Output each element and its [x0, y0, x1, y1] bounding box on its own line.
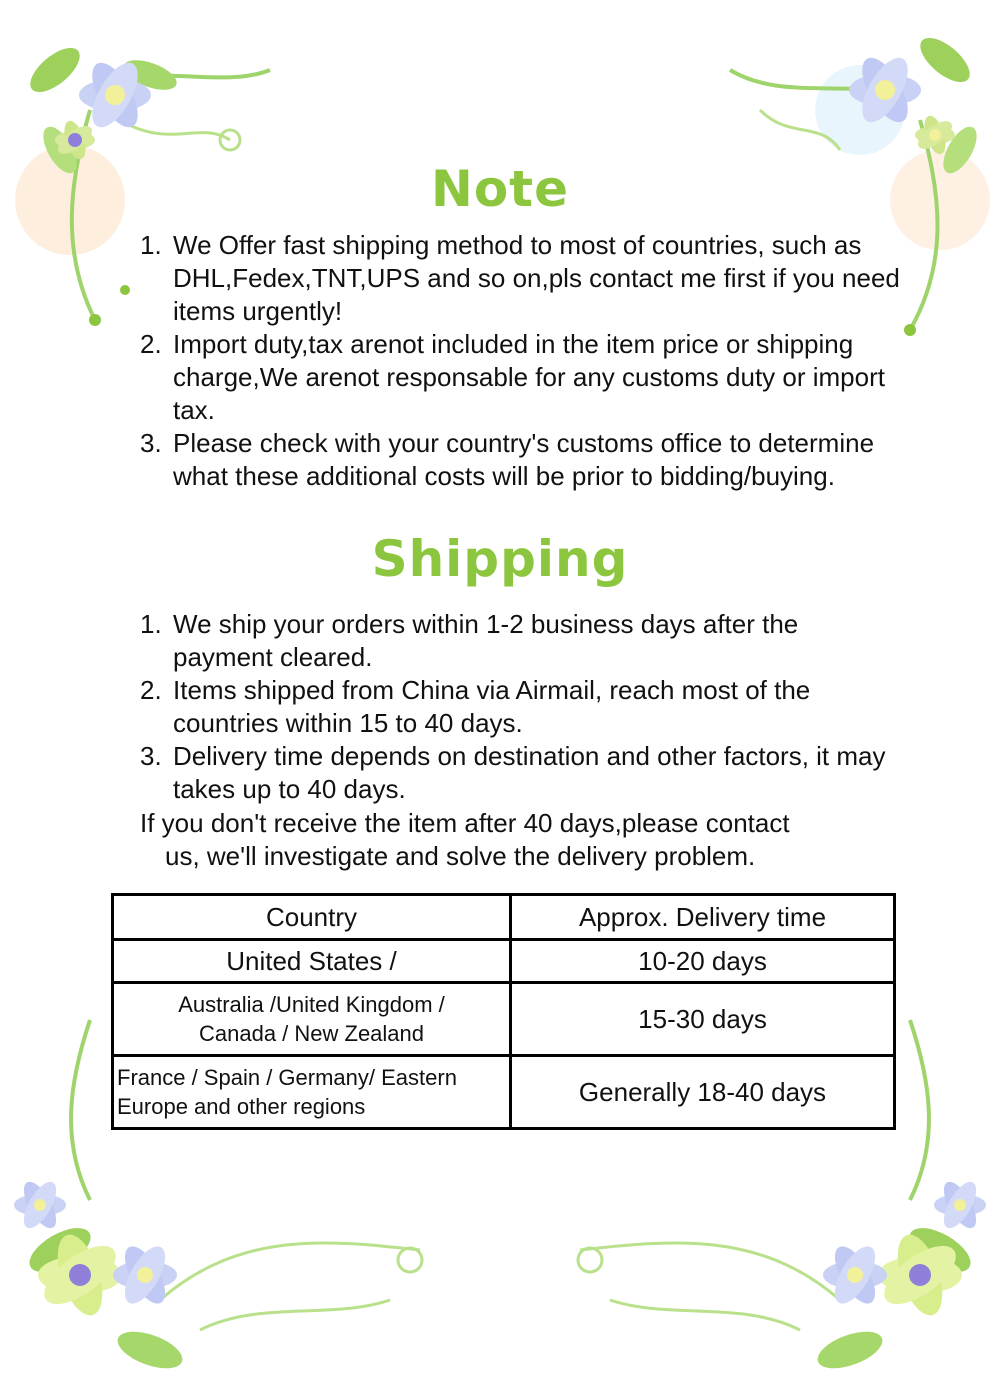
- table-header-row: [113, 895, 895, 940]
- list-item-number: 2.: [140, 675, 162, 705]
- table-row: [113, 1056, 895, 1129]
- list-item-text: Items shipped from China via Airmail, reach most of the countries within 15 to 40 days.: [173, 675, 811, 738]
- list-item-number: 2.: [140, 329, 162, 359]
- shipping-list: [140, 608, 900, 806]
- list-item-number: 3.: [140, 428, 162, 458]
- list-item-text: Delivery time depends on destination and other factors, it may takes up to 40 days.: [173, 741, 886, 804]
- list-item-number: 1.: [140, 230, 162, 260]
- country-line: France / Spain / Germany/ Eastern: [117, 1065, 457, 1090]
- list-item: [140, 608, 900, 674]
- table-row: [113, 983, 895, 1056]
- shipping-heading: Shipping: [371, 530, 629, 588]
- list-item-number: 1.: [140, 609, 162, 639]
- list-item: [140, 328, 900, 427]
- country-line: Australia /United Kingdom /: [178, 992, 445, 1017]
- footer-line-2: us, we'll investigate and solve the delivery problem.: [165, 841, 756, 871]
- header-delivery-time: Approx. Delivery time: [511, 895, 895, 940]
- shipping-footer-note: [140, 807, 900, 873]
- list-item-text: Please check with your country's customs office to determine what these additional costs will be prior to bidding/buying.: [173, 428, 875, 491]
- country-cell: United States /: [113, 940, 511, 983]
- delivery-time-cell: 15-30 days: [511, 983, 895, 1056]
- header-country: Country: [113, 895, 511, 940]
- note-list: [140, 229, 900, 493]
- country-line: Canada / New Zealand: [198, 1021, 425, 1046]
- country-cell: [113, 983, 511, 1056]
- list-item-number: 3.: [140, 741, 162, 771]
- list-item: [140, 427, 900, 493]
- list-item-text: We Offer fast shipping method to most of countries, such as DHL,Fedex,TNT,UPS and so on,pls contact me first if you need items urgently!: [173, 230, 900, 326]
- country-line: Europe and other regions: [117, 1094, 366, 1119]
- delivery-time-table: [111, 893, 896, 1130]
- delivery-time-cell: 10-20 days: [511, 940, 895, 983]
- list-item-text: Import duty,tax arenot included in the item price or shipping charge,We arenot responsable for any customs duty or import tax.: [173, 329, 885, 425]
- list-item: [140, 674, 900, 740]
- list-item-text: We ship your orders within 1-2 business days after the payment cleared.: [173, 609, 799, 672]
- list-item: [140, 229, 900, 328]
- delivery-time-cell: Generally 18-40 days: [511, 1056, 895, 1129]
- table-row: [113, 940, 895, 983]
- country-cell: [113, 1056, 511, 1129]
- footer-line-1: If you don't receive the item after 40 days,please contact: [140, 808, 790, 838]
- list-item: [140, 740, 900, 806]
- note-heading: Note: [430, 160, 569, 218]
